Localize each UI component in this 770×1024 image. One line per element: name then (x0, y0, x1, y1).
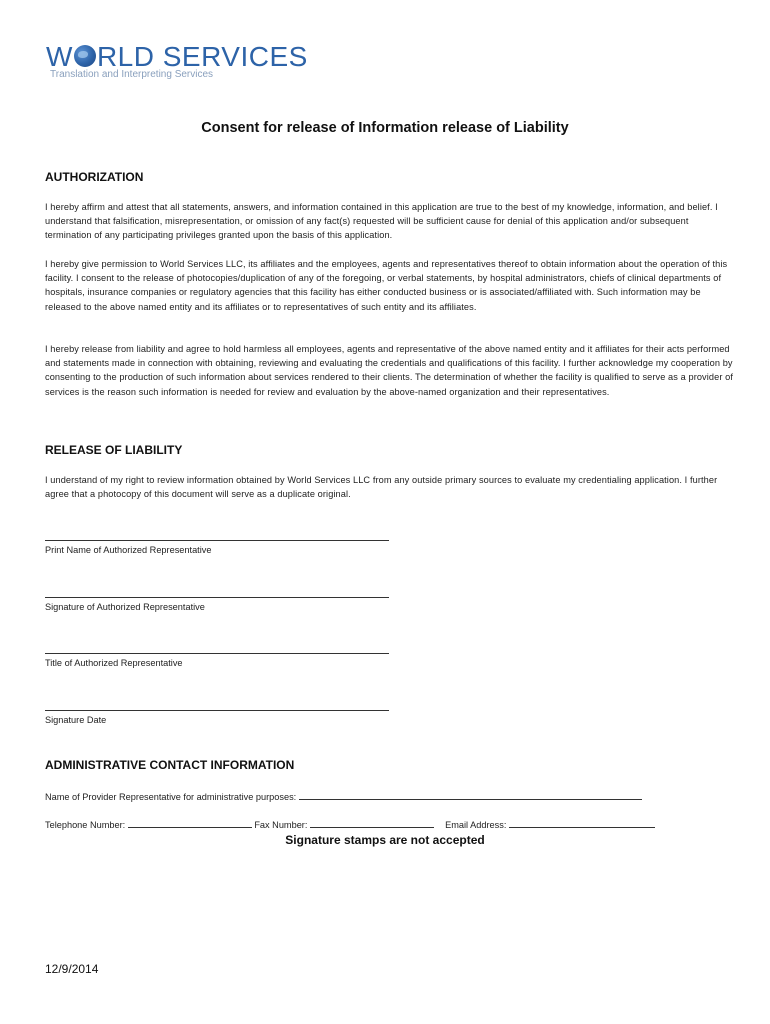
logo-wordmark (46, 42, 308, 72)
fax-label: Fax Number: (254, 820, 308, 830)
signature-date-label: Signature Date (45, 715, 107, 725)
provider-row (45, 790, 642, 802)
stamps-notice: Signature stamps are not accepted (285, 833, 485, 847)
provider-label: Name of Provider Representative for administrative purposes: (45, 792, 297, 802)
authorization-paragraph-3: I hereby release from liability and agree to hold harmless all employees, agents and representative of the above named entity and it affiliates for their acts performed and statements made in connection with obtaining, reviewing and evaluating the credentials and qualifications of this facility. I further acknowledge my cooperation by consenting to the production of such information about services rendered to their clients. The determination of whether the facility is qualified to serve as a provider of services is the reason such information is needed for review and evaluation by the above-named organization and their representatives. (45, 344, 733, 397)
print-name-line[interactable] (45, 540, 389, 541)
logo-tagline: Translation and Interpreting Services (50, 69, 214, 80)
provider-field[interactable] (299, 790, 642, 800)
email-label: Email Address: (445, 820, 507, 830)
logo-letter-w: W (46, 41, 73, 72)
release-section (45, 443, 735, 457)
authorization-paragraph-1: I hereby affirm and attest that all statements, answers, and information contained in this application are true to the best of my knowledge, information, and belief. I understand that falsification, misrepresentation, or omission of any fact(s) requested will be sufficient cause for denial of this application and/or subsequent termination of any participating privileges granted upon the basis of this application. (45, 202, 718, 241)
release-paragraph: I understand of my right to review information obtained by World Services LLC from any outside primary sources to evaluate my credentialing application. I further agree that a photocopy of this document will serve as a duplicate original. (45, 475, 718, 500)
signature-line[interactable] (45, 597, 389, 598)
admin-heading: ADMINISTRATIVE CONTACT INFORMATION (45, 758, 295, 772)
footer-date: 12/9/2014 (45, 962, 99, 976)
signature-date-line[interactable] (45, 710, 389, 711)
document-title: Consent for release of Information release of Liability (201, 120, 569, 136)
authorization-paragraph-3-wrap (45, 342, 735, 399)
signature-label: Signature of Authorized Representative (45, 602, 205, 612)
title-line[interactable] (45, 653, 389, 654)
company-logo (46, 41, 308, 82)
release-heading: RELEASE OF LIABILITY (45, 443, 183, 457)
authorization-paragraph-2: I hereby give permission to World Services LLC, its affiliates and the employees, agents and representatives thereof to obtain information about the operation of this facility. I consent to the release of photocopies/duplication of any of the foregoing, or verbal statements, by hospital administrators, chiefs of clinical departments of hospitals, insurance companies or regulatory agencies that this facility has either conducted business or is associated/affiliated with. Such information may be released to the above named entity and its affiliates or to representatives of such entity and its affiliates. (45, 259, 728, 312)
telephone-field[interactable] (128, 818, 252, 828)
fax-field[interactable] (310, 818, 434, 828)
authorization-paragraph-1-wrap (45, 200, 735, 243)
print-name-label: Print Name of Authorized Representative (45, 545, 212, 555)
title-label: Title of Authorized Representative (45, 658, 183, 668)
authorization-heading: AUTHORIZATION (45, 170, 144, 184)
email-field[interactable] (509, 818, 655, 828)
logo-letters-rest: RLD SERVICES (96, 41, 308, 72)
admin-section (45, 758, 735, 772)
telephone-label: Telephone Number: (45, 820, 126, 830)
authorization-paragraph-2-wrap (45, 257, 735, 314)
authorization-section (45, 170, 735, 184)
globe-icon (74, 45, 96, 67)
contact-row (45, 818, 655, 830)
release-paragraph-wrap (45, 473, 735, 501)
